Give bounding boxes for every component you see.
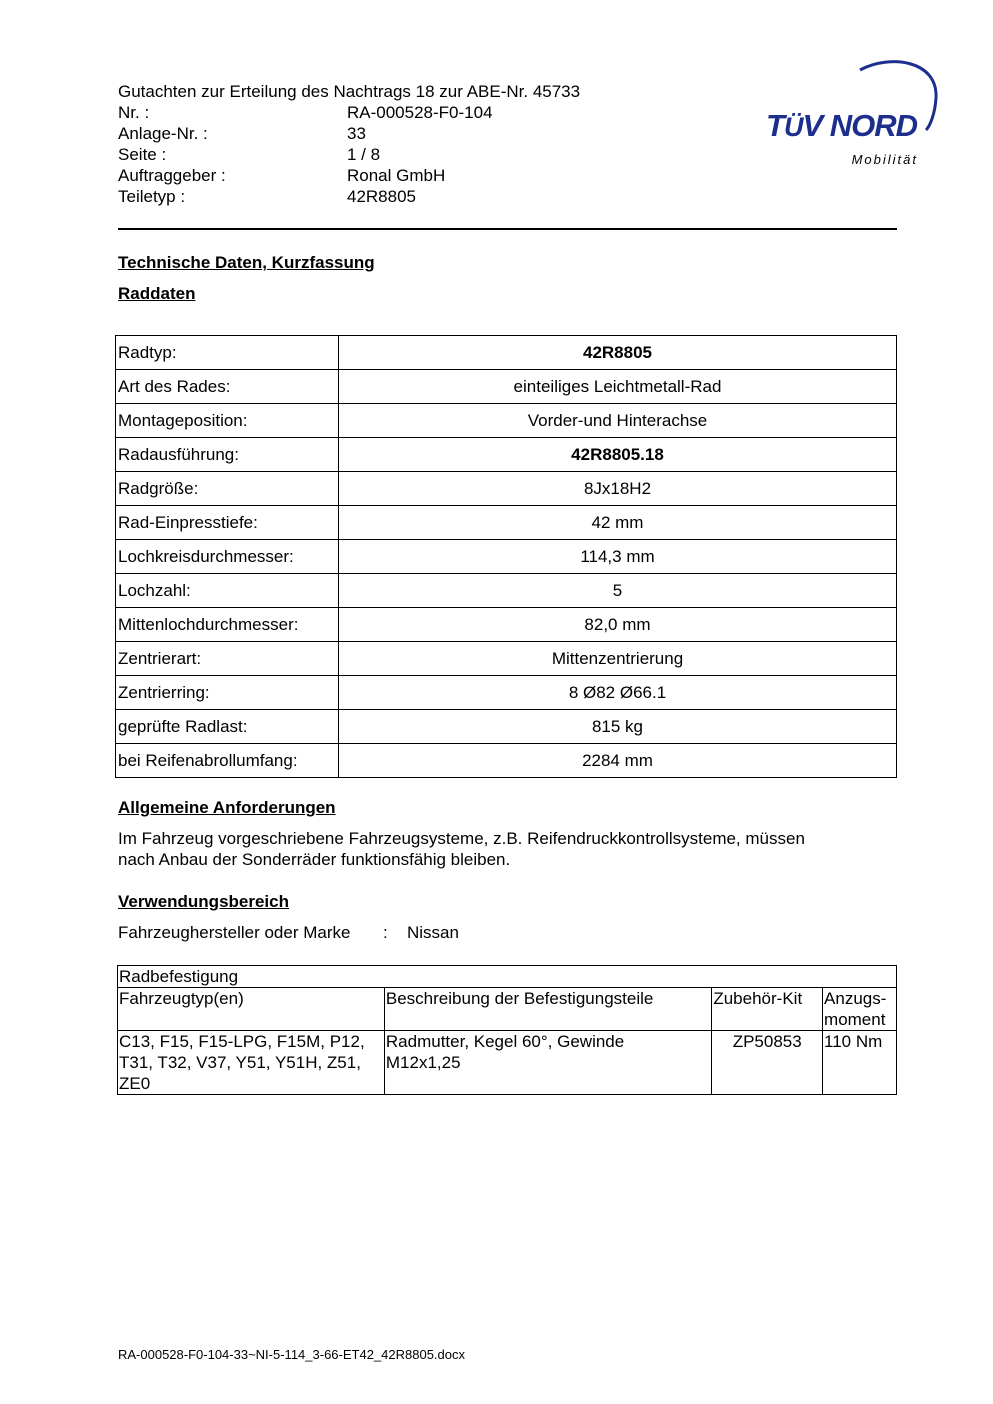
raddaten-value: 82,0 mm (339, 608, 897, 642)
header-divider (118, 228, 897, 230)
paragraph-line: nach Anbau der Sonderräder funktionsfähig bleiben. (118, 850, 511, 869)
section-allgemein-heading: Allgemeine Anforderungen (118, 798, 336, 817)
befestigung-title: Radbefestigung (118, 966, 897, 988)
raddaten-label: Montageposition: (116, 404, 339, 438)
header-label: Seite : (118, 145, 167, 164)
types-line: C13, F15, F15-LPG, F15M, P12, (119, 1032, 365, 1051)
raddaten-row (116, 438, 897, 472)
raddaten-label: Radtyp: (116, 336, 339, 370)
raddaten-label: Radausführung: (116, 438, 339, 472)
paragraph-line: Im Fahrzeug vorgeschriebene Fahrzeugsysteme, z.B. Reifendruckkontrollsysteme, müssen (118, 829, 805, 848)
cell-torque: 110 Nm (823, 1031, 897, 1095)
raddaten-label: Mittenlochdurchmesser: (116, 608, 339, 642)
raddaten-value: 5 (339, 574, 897, 608)
raddaten-table (115, 335, 897, 778)
raddaten-value: 8 Ø82 Ø66.1 (339, 676, 897, 710)
logo-tagline: Mobilität (851, 152, 918, 167)
desc-line: Radmutter, Kegel 60°, Gewinde (385, 1032, 625, 1051)
raddaten-label: Rad-Einpresstiefe: (116, 506, 339, 540)
header-value: RA-000528-F0-104 (347, 103, 493, 122)
befestigung-table (117, 965, 897, 1095)
logo-brand-text (766, 108, 918, 143)
logo-arc-icon (760, 56, 945, 151)
header-cell-types: Fahrzeugtyp(en) (118, 988, 385, 1031)
header-row-seite (118, 144, 618, 165)
header-line: Anzugs- (824, 989, 887, 1008)
befestigung-title-row (118, 966, 897, 988)
header-row-nr (118, 102, 618, 123)
logo-brand-part: Ü (783, 112, 803, 142)
header-row-auftraggeber (118, 165, 618, 186)
cell-desc (384, 1031, 711, 1095)
raddaten-value: 42R8805.18 (339, 438, 897, 472)
header-info (118, 102, 618, 207)
header-cell-torque (823, 988, 897, 1031)
maker-value: Nissan (407, 923, 459, 942)
header-value: 33 (347, 124, 366, 143)
section-tech-heading: Technische Daten, Kurzfassung (118, 253, 375, 272)
header-value: Ronal GmbH (347, 166, 446, 185)
header-label: Nr. : (118, 103, 150, 122)
header-line: moment (824, 1010, 886, 1029)
raddaten-label: Zentrierring: (116, 676, 339, 710)
cell-kit: ZP50853 (712, 1031, 823, 1095)
header-cell-desc: Beschreibung der Befestigungsteile (384, 988, 711, 1031)
raddaten-value: 815 kg (339, 710, 897, 744)
section-raddaten-heading: Raddaten (118, 284, 196, 303)
raddaten-value: 2284 mm (339, 744, 897, 778)
logo-brand-part: T (766, 108, 784, 143)
raddaten-value: 42 mm (339, 506, 897, 540)
raddaten-row (116, 336, 897, 370)
raddaten-row (116, 676, 897, 710)
raddaten-label: geprüfte Radlast: (116, 710, 339, 744)
raddaten-row (116, 710, 897, 744)
desc-line: M12x1,25 (385, 1053, 461, 1072)
raddaten-value: 8Jx18H2 (339, 472, 897, 506)
allgemein-paragraph (118, 828, 898, 870)
types-line: T31, T32, V37, Y51, Y51H, Z51, (119, 1053, 361, 1072)
raddaten-label: Radgröße: (116, 472, 339, 506)
raddaten-value: Mittenzentrierung (339, 642, 897, 676)
befestigung-header-row (118, 988, 897, 1031)
logo-brand-part: NORD (822, 108, 918, 143)
befestigung-data-row (118, 1031, 897, 1095)
raddaten-row (116, 540, 897, 574)
raddaten-row (116, 608, 897, 642)
header-value: 1 / 8 (347, 145, 381, 164)
header-label: Auftraggeber : (118, 166, 226, 185)
raddaten-table-body (116, 336, 897, 778)
cell-types (118, 1031, 385, 1095)
raddaten-label: Lochzahl: (116, 574, 339, 608)
raddaten-label: Zentrierart: (116, 642, 339, 676)
raddaten-label: bei Reifenabrollumfang: (116, 744, 339, 778)
raddaten-value: 114,3 mm (339, 540, 897, 574)
raddaten-value: einteiliges Leichtmetall-Rad (339, 370, 897, 404)
header-row-teiletyp (118, 186, 618, 207)
raddaten-row (116, 404, 897, 438)
types-line: ZE0 (119, 1074, 151, 1093)
header-row-anlage (118, 123, 618, 144)
header-label: Teiletyp : (118, 187, 186, 206)
section-verwendung-heading: Verwendungsbereich (118, 892, 289, 911)
maker-colon: : (383, 923, 388, 942)
raddaten-value: 42R8805 (339, 336, 897, 370)
raddaten-label: Art des Rades: (116, 370, 339, 404)
raddaten-row (116, 642, 897, 676)
footer-filename: RA-000528-F0-104-33~NI-5-114_3-66-ET42_42R8805.docx (118, 1347, 466, 1362)
raddaten-row (116, 574, 897, 608)
report-title: Gutachten zur Erteilung des Nachtrags 18 zur ABE-Nr. 45733 (118, 82, 581, 101)
raddaten-label: Lochkreisdurchmesser: (116, 540, 339, 574)
raddaten-row (116, 370, 897, 404)
raddaten-row (116, 472, 897, 506)
header-label: Anlage-Nr. : (118, 124, 208, 143)
raddaten-value: Vorder-und Hinterachse (339, 404, 897, 438)
header-value: 42R8805 (347, 187, 417, 206)
maker-label: Fahrzeughersteller oder Marke (118, 923, 351, 942)
raddaten-row (116, 744, 897, 778)
raddaten-row (116, 506, 897, 540)
tuv-nord-logo (760, 56, 945, 176)
header-cell-kit: Zubehör-Kit (712, 988, 823, 1031)
logo-brand-part: V (802, 108, 823, 143)
